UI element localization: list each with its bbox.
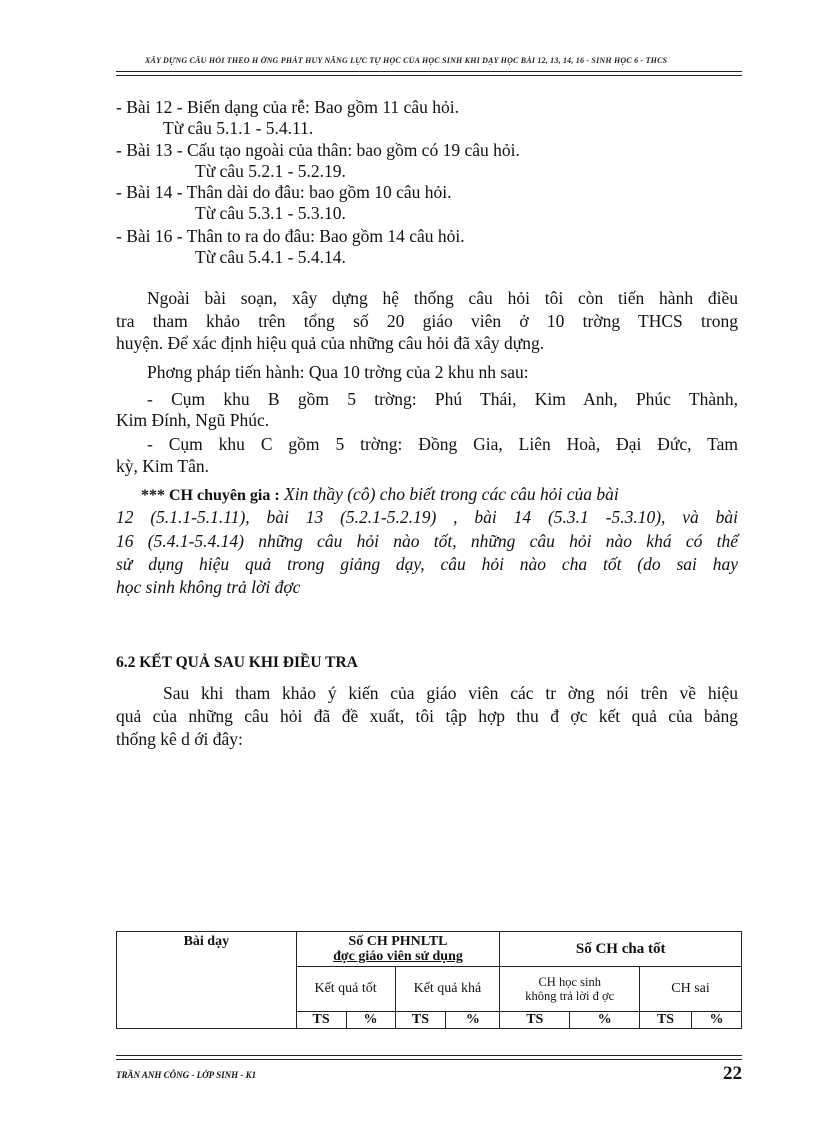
lesson-12-title: - Bài 12 - Biến dạng của rễ: Bao gồm 11 câu hỏi. — [116, 97, 459, 117]
wrong-ts: TS — [640, 1012, 692, 1029]
section-title: 6.2 KẾT QUẢ SAU KHI ĐIỀU TRA — [116, 654, 358, 671]
no-answer-ts: TS — [500, 1012, 570, 1029]
expert-question-line-2: 12 (5.1.1-5.1.11), bài 13 (5.2.1-5.2.19) , bài 14 (5.3.1 -5.3.10), và bài — [116, 507, 738, 527]
expert-question-line-4: sử dụng hiệu quả trong giảng dạy, câu hỏi nào cha tốt (do sai hay — [116, 554, 738, 574]
expert-question-line-5: học sinh không trả lời đợc — [116, 577, 301, 597]
lesson-14-range: Từ câu 5.3.1 - 5.3.10. — [195, 203, 346, 223]
lesson-12-range: Từ câu 5.1.1 - 5.4.11. — [163, 118, 314, 138]
footer-rule — [116, 1055, 742, 1056]
expert-question-text-1: Xin thầy (cô) cho biết trong các câu hỏi của bài — [284, 484, 619, 504]
fair-pct: % — [446, 1012, 500, 1029]
survey-paragraph-line-3: huyện. Để xác định hiệu quả của những câu hỏi đã xây dựng. — [116, 333, 545, 353]
running-header: XÂY DỰNG CÂU HỎI THEO H ỚNG PHÁT HUY NĂNG LỰC TỰ HỌC CỦA HỌC SINH KHI DẠY HỌC BÀI 12, 13, 14, 16 - SINH HỌC 6 - THCS — [145, 56, 668, 65]
header-good: Kết quả tốt — [296, 967, 395, 1012]
expert-question-line-3: 16 (5.4.1-5.4.14) những câu hỏi nào tốt, những câu hỏi nào khá có thể — [116, 531, 738, 551]
lesson-13-title: - Bài 13 - Cấu tạo ngoài của thân: bao gồm có 19 câu hỏi. — [116, 140, 520, 160]
expert-question-line-1 — [141, 484, 738, 506]
cluster-c-line-2: kỳ, Kim Tân. — [116, 456, 210, 476]
header-fair: Kết quả khá — [395, 967, 500, 1012]
method-line: Phơng pháp tiến hành: Qua 10 trờng của 2 khu nh sau: — [147, 362, 529, 382]
good-ts: TS — [296, 1012, 346, 1029]
survey-paragraph-line-2: tra tham khảo trên tổng số 20 giáo viên ở 10 trờng THCS trong — [116, 311, 738, 331]
header-bad-questions: Số CH cha tốt — [500, 932, 742, 967]
header-no-answer: CH học sinh không trả lời đ ợc — [500, 967, 640, 1012]
survey-paragraph-line-1: Ngoài bài soạn, xây dựng hệ thống câu hỏi tôi còn tiến hành điều — [147, 288, 738, 308]
lesson-16-range: Từ câu 5.4.1 - 5.4.14. — [195, 247, 346, 267]
fair-ts: TS — [395, 1012, 446, 1029]
cluster-b-line-2: Kim Đính, Ngũ Phúc. — [116, 410, 270, 430]
header-rule — [116, 71, 742, 72]
header-lesson: Bài dạy — [117, 932, 297, 1029]
good-pct: % — [346, 1012, 395, 1029]
wrong-pct: % — [692, 1012, 742, 1029]
result-paragraph-line-1: Sau khi tham khảo ý kiến của giáo viên các tr ờng nói trên về hiệu — [163, 683, 738, 703]
lesson-13-range: Từ câu 5.2.1 - 5.2.19. — [195, 161, 346, 181]
cluster-b-line-1: - Cụm khu B gồm 5 trờng: Phú Thái, Kim Anh, Phúc Thành, — [147, 389, 738, 409]
header-wrong: CH sai — [640, 967, 742, 1012]
header-rule-secondary — [116, 75, 742, 76]
result-paragraph-line-3: thống kê d ới đây: — [116, 729, 243, 749]
no-answer-pct: % — [570, 1012, 640, 1029]
page-number: 22 — [723, 1063, 742, 1084]
result-paragraph-line-2: quả của những câu hỏi đã đề xuất, tôi tập hợp thu đ ợc kết quả của bảng — [116, 706, 738, 726]
lesson-16-title: - Bài 16 - Thân to ra do đâu: Bao gồm 14 câu hỏi. — [116, 226, 465, 246]
expert-label: *** CH chuyên gia : — [141, 487, 280, 504]
header-used-questions: Số CH PHNLTL đợc giáo viên sử dụng — [296, 932, 500, 967]
footer-author: TRẦN ANH CÔNG - LỚP SINH - K1 — [116, 1070, 257, 1080]
statistics-table — [116, 931, 742, 1029]
cluster-c-line-1: - Cụm khu C gồm 5 trờng: Đồng Gia, Liên Hoà, Đại Đức, Tam — [147, 434, 738, 454]
footer-rule-secondary — [116, 1059, 742, 1060]
lesson-14-title: - Bài 14 - Thân dài do đâu: bao gồm 10 câu hỏi. — [116, 182, 452, 202]
